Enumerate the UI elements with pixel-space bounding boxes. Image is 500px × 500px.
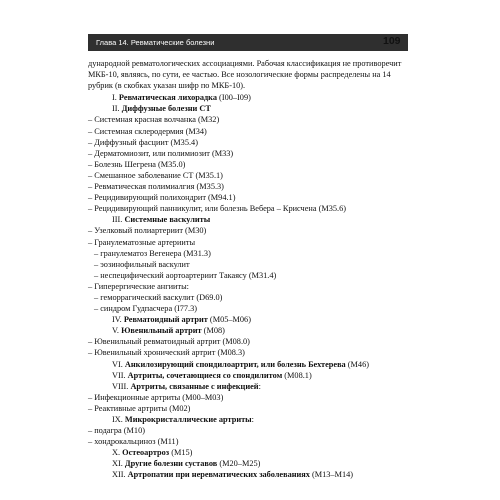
item-prefix: – <box>94 259 101 269</box>
list-item <box>88 126 404 137</box>
list-item <box>88 392 404 403</box>
item-prefix: – <box>88 237 95 247</box>
item-text: (M46) <box>345 359 369 369</box>
item-title: Микрокристаллические артриты <box>124 415 252 424</box>
item-prefix: II. <box>112 104 122 114</box>
item-text: (M15) <box>169 448 193 458</box>
item-text: Рецидивирующий панникулит, или болезнь Вебера – Крисчена (M35.6) <box>94 204 347 214</box>
section-heading <box>88 92 404 103</box>
page-number: 109 <box>383 35 401 47</box>
item-prefix: – <box>88 193 95 203</box>
item-prefix: XII. <box>112 470 128 480</box>
list-item <box>88 137 404 148</box>
list-item <box>88 225 404 236</box>
item-prefix: – <box>88 182 95 192</box>
item-prefix: – <box>88 226 95 236</box>
item-prefix: – <box>94 270 101 280</box>
item-prefix: IX. <box>112 415 125 424</box>
section-heading <box>88 381 404 392</box>
item-text: Диффузный фасциит (M35.4) <box>94 137 198 147</box>
item-text: Системная склеродермия (M34) <box>94 126 207 136</box>
item-title: Другие болезни суставов <box>124 459 218 469</box>
item-prefix: I. <box>112 93 119 103</box>
item-prefix: – <box>88 403 95 413</box>
item-text: : <box>258 381 261 391</box>
list-item <box>88 336 404 347</box>
item-text: (M08.1) <box>282 370 312 380</box>
item-prefix: – <box>88 437 95 447</box>
item-prefix: III. <box>112 215 125 225</box>
item-title: Диффузные болезни СТ <box>121 104 211 114</box>
list-item <box>88 347 404 358</box>
section-heading <box>88 458 404 469</box>
item-prefix: – <box>88 170 95 180</box>
section-heading <box>88 103 404 114</box>
item-title: Остеоартроз <box>122 448 170 458</box>
item-prefix: – <box>88 337 95 347</box>
item-title: Артропатии при неревматических заболеваниях <box>127 470 310 480</box>
list-item <box>88 237 404 248</box>
item-prefix: – <box>88 148 95 158</box>
list-item <box>88 436 404 447</box>
list-item <box>88 281 404 292</box>
item-text: Ревматическая полимиалгия (M35.3) <box>94 182 224 192</box>
section-heading <box>88 414 404 425</box>
item-title: Ревматоидный артрит <box>123 315 208 325</box>
section-heading <box>88 325 404 336</box>
item-text: синдром Гудпасчера (I77.3) <box>100 304 198 314</box>
item-text: (M13–M14) <box>309 470 354 480</box>
item-prefix: – <box>88 281 95 291</box>
item-text: неспецифический аортоартериит Такаясу (M31.4) <box>100 270 277 280</box>
list-item <box>88 425 404 436</box>
item-prefix: – <box>88 115 95 125</box>
item-prefix: VI. <box>112 359 125 369</box>
item-text: Ювенильный хронический артрит (M08.3) <box>94 348 245 358</box>
item-text: Ювенильный ревматоидный артрит (M08.0) <box>94 337 250 347</box>
list-item <box>88 192 404 203</box>
item-text: Инфекционные артриты (M00–M03) <box>94 392 224 402</box>
item-text: (I00–I09) <box>216 93 251 103</box>
list-item <box>88 403 404 414</box>
item-title: Системные васкулиты <box>124 215 211 225</box>
item-prefix: VIII. <box>112 381 131 391</box>
list-item <box>88 181 404 192</box>
list-item <box>88 170 404 181</box>
list-item <box>88 292 404 303</box>
section-heading <box>88 370 404 381</box>
item-text: Гиперергические ангииты: <box>94 281 189 291</box>
item-prefix: – <box>88 126 95 136</box>
list-item <box>88 248 404 259</box>
list-item <box>88 159 404 170</box>
item-prefix: – <box>94 292 101 302</box>
section-heading <box>88 314 404 325</box>
item-text: хондрокальциноз (M11) <box>94 437 179 447</box>
item-text: гранулематоз Вегенера (M31.3) <box>100 248 211 258</box>
list-item <box>88 203 404 214</box>
item-title: Ювенильный артрит <box>121 326 202 336</box>
list-item <box>88 114 404 125</box>
item-prefix: – <box>94 248 101 258</box>
item-text: Смешанное заболевание СТ (M35.1) <box>94 170 223 180</box>
item-text: геморрагический васкулит (D69.0) <box>100 292 223 302</box>
item-title: Артриты, сочетающиеся со спондилитом <box>127 370 283 380</box>
item-text: (M20–M25) <box>217 459 261 469</box>
item-text: Гранулематозные артерииты <box>94 237 196 247</box>
item-prefix: VII. <box>112 370 128 380</box>
list-item <box>88 148 404 159</box>
intro-paragraph: дународной ревматологических ассоциациями. Рабочая классификация не противоречит МКБ-10, являясь, по сути, ее частью. Все нозологические формы распределены на 14 рубрик (в скобках указан шифр по МКБ-10). <box>88 59 402 91</box>
item-prefix: XI. <box>112 459 125 469</box>
list-item <box>88 303 404 314</box>
item-text: эозинофильный васкулит <box>100 259 190 269</box>
item-text: : <box>251 415 254 424</box>
classification-list <box>88 92 404 480</box>
item-title: Ревматическая лихорадка <box>118 93 217 103</box>
chapter-title: Глава 14. Ревматические болезни <box>96 38 215 47</box>
list-item <box>88 259 404 270</box>
chapter-header <box>88 34 408 51</box>
item-text: Дерматомиозит, или полимиозит (M33) <box>94 148 234 158</box>
item-text: Болезнь Шегрена (M35.0) <box>94 159 186 169</box>
item-title: Анкилозирующий спондилоартрит, или болезнь Бехтерева <box>124 359 346 369</box>
section-heading <box>88 447 404 458</box>
item-text: Узелковый полиартериит (M30) <box>94 226 207 236</box>
item-text: Системная красная волчанка (M32) <box>94 115 220 125</box>
item-text: подагра (M10) <box>94 426 145 436</box>
item-text: (M05–M06) <box>207 315 251 325</box>
section-heading <box>88 469 404 480</box>
item-prefix: – <box>88 137 95 147</box>
item-prefix: – <box>88 426 95 436</box>
item-text: Реактивные артриты (M02) <box>94 403 191 413</box>
item-prefix: – <box>88 159 95 169</box>
list-item <box>88 270 404 281</box>
item-text: Рецидивирующий полихондрит (M94.1) <box>94 193 236 203</box>
section-heading <box>88 359 404 370</box>
section-heading <box>88 214 404 225</box>
item-prefix: – <box>88 392 95 402</box>
item-prefix: X. <box>112 448 123 458</box>
item-prefix: V. <box>112 326 122 336</box>
item-title: Артриты, связанные с инфекцией <box>130 381 259 391</box>
item-text: (M08) <box>201 326 225 336</box>
item-prefix: – <box>88 204 95 214</box>
item-prefix: IV. <box>112 315 124 325</box>
item-prefix: – <box>88 348 95 358</box>
page-body <box>88 58 404 481</box>
item-prefix: – <box>94 304 101 314</box>
